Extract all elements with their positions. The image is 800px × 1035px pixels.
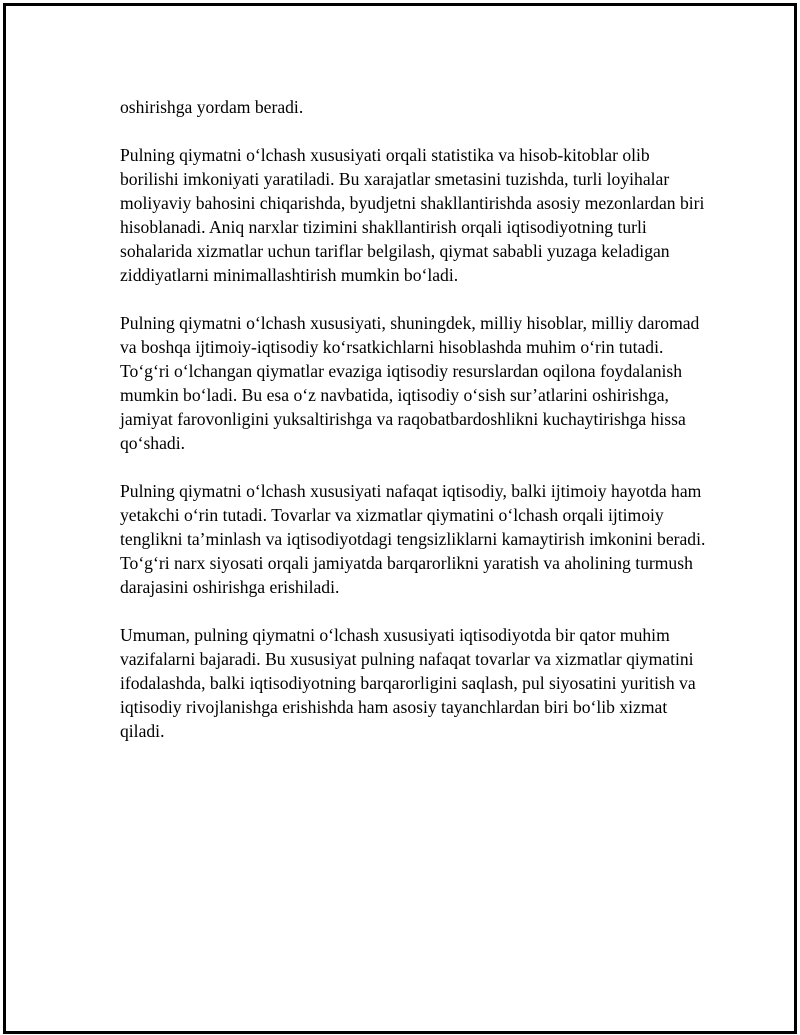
paragraph-social-life: Pulning qiymatni o‘lchash xususiyati nafaqat iqtisodiy, balki ijtimoiy hayotda ham yetakchi o‘rin tutadi. Tovarlar va xizmatlar qiymatini o‘lchash orqali ijtimoiy tenglikni ta’minlash va iqtisodiyotdagi tengsizliklarni kamaytirish imkonini beradi. To‘g‘ri narx siyosati orqali jamiyatda barqarorlikni yaratish va aholining turmush darajasini oshirishga erishiladi. xyxy=(120,481,706,597)
paragraph-statistics: Pulning qiymatni o‘lchash xususiyati orqali statistika va hisob-kitoblar olib borilishi imkoniyati yaratiladi. Bu xarajatlar smetasini tuzishda, turli loyihalar moliyaviy bahosini chiqarishda, byudjetni shakllantirishda asosiy mezonlardan biri hisoblanadi. Aniq narxlar tizimini shakllantirish orqali iqtisodiyotning turli sohalarida xizmatlar uchun tariflar belgilash, qiymat sababli yuzaga keladigan ziddiyatlarni minimallashtirish mumkin bo‘ladi. xyxy=(120,145,705,285)
document-body xyxy=(120,95,710,767)
paragraph-conclusion: Umuman, pulning qiymatni o‘lchash xususiyati iqtisodiyotda bir qator muhim vazifalarni bajaradi. Bu xususiyat pulning nafaqat tovarlar va xizmatlar qiymatini ifodalashda, balki iqtisodiyotning barqarorligini saqlash, pul siyosatini yuritish va iqtisodiy rivojlanishga erishishda ham asosiy tayanchlardan biri bo‘lib xizmat qiladi. xyxy=(120,625,696,741)
page-frame xyxy=(3,3,797,1034)
paragraph-national-accounts: Pulning qiymatni o‘lchash xususiyati, shuningdek, milliy hisoblar, milliy daromad va boshqa ijtimoiy-iqtisodiy ko‘rsatkichlarni hisoblashda muhim o‘rin tutadi. To‘g‘ri o‘lchangan qiymatlar evaziga iqtisodiy resurslardan oqilona foydalanish mumkin bo‘ladi. Bu esa o‘z navbatida, iqtisodiy o‘sish sur’atlarini oshirishga, jamiyat farovonligini yuksaltirishga va raqobatbardoshlikni kuchaytirishga hissa qo‘shadi. xyxy=(120,313,700,453)
paragraph-continuation: oshirishga yordam beradi. xyxy=(120,97,304,117)
